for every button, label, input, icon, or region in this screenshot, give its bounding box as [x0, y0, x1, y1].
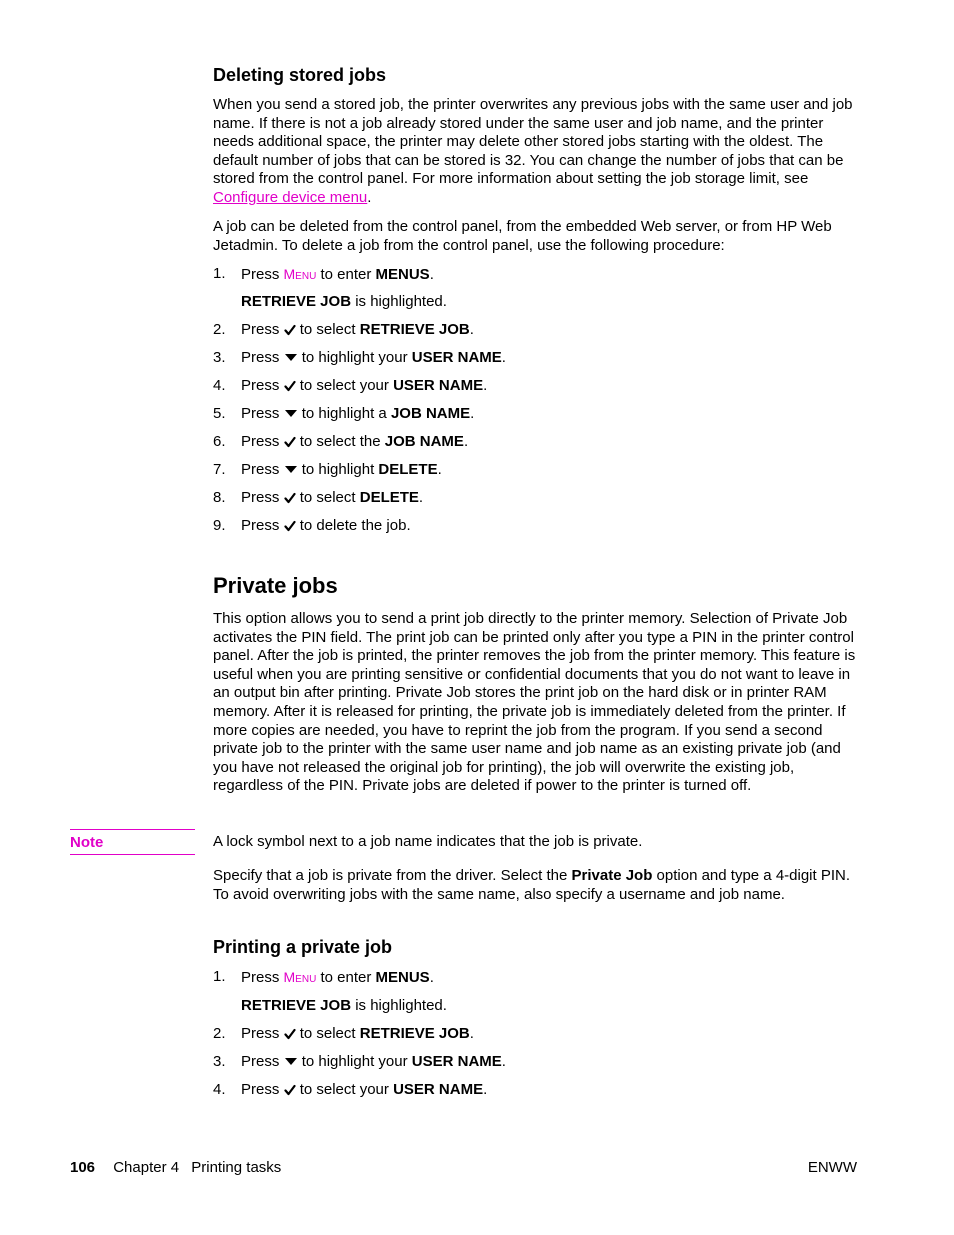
configure-device-menu-link[interactable]: Configure device menu [213, 188, 368, 206]
footer-chapter: Chapter 4 [113, 1159, 180, 1176]
step-note: RETRIEVE JOB is highlighted. [241, 293, 447, 310]
paragraph-deleting-intro: When you send a stored job, the printer overwrites any previous jobs with the same user and job name. If there is not a job already stored under the same user and job name, and the printer needs additional space, the printer may delete other stored jobs starting with the oldest. The default number of jobs that can be stored is 32. You can change the number of jobs that can be stored from the control panel. For more information about setting the job storage limit, see Configure device menu. [213, 96, 853, 206]
menu-key: Menu [283, 969, 317, 985]
paragraph-deleting-procedure: A job can be deleted from the control panel, from the embedded Web server, or from HP Web Jetadmin. To delete a job from the control panel, use the following procedure: [213, 218, 832, 254]
heading-deleting-stored-jobs: Deleting stored jobs [213, 65, 387, 85]
footer-right: ENWW [807, 1159, 857, 1176]
heading-printing-private-job: Printing a private job [213, 937, 393, 957]
checkmark-icon [284, 1028, 296, 1040]
down-arrow-icon [284, 408, 298, 418]
footer-chapter-title: Printing tasks [191, 1159, 282, 1176]
paragraph-private-jobs: This option allows you to send a print job directly to the printer memory. Selection of Private Job activates the PIN field. The print job can be printed only after you type a PIN in the printer control panel. After the job is printed, the printer removes the job from the printer memory. This feature is useful when you are printing sensitive or confidential documents that you do not want to leave in an output bin after printing. Private Job stores the print job on the hard disk or in printer RAM memory. After it is released for printing, the private job is immediately deleted from the printer. If more copies are needed, you have to reprint the job from the program. If you send a second private job to the printer with the same user name and job name as an existing private job (and you have not released the original job for printing), the job will overwrite the existing job, regardless of the PIN. Private jobs are deleted if power to the printer is turned off. [213, 610, 856, 795]
page-number: 106 [70, 1159, 96, 1176]
checkmark-icon [284, 380, 296, 392]
step-note: RETRIEVE JOB is highlighted. [241, 997, 447, 1014]
checkmark-icon [284, 520, 296, 532]
note-text: A lock symbol next to a job name indicates that the job is private. [213, 833, 643, 850]
checkmark-icon [284, 324, 296, 336]
paragraph-specify-private: Specify that a job is private from the driver. Select the Private Job option and type a 4-digit PIN. To avoid overwriting jobs with the same name, also specify a username and job name. [213, 867, 851, 903]
down-arrow-icon [284, 464, 298, 474]
footer-left [70, 1159, 281, 1176]
checkmark-icon [284, 492, 296, 504]
down-arrow-icon [284, 352, 298, 362]
heading-private-jobs: Private jobs [213, 573, 338, 598]
checkmark-icon [284, 1084, 296, 1096]
checkmark-icon [284, 436, 296, 448]
menu-key: Menu [283, 266, 317, 282]
note-label: Note [70, 829, 195, 855]
down-arrow-icon [284, 1056, 298, 1066]
